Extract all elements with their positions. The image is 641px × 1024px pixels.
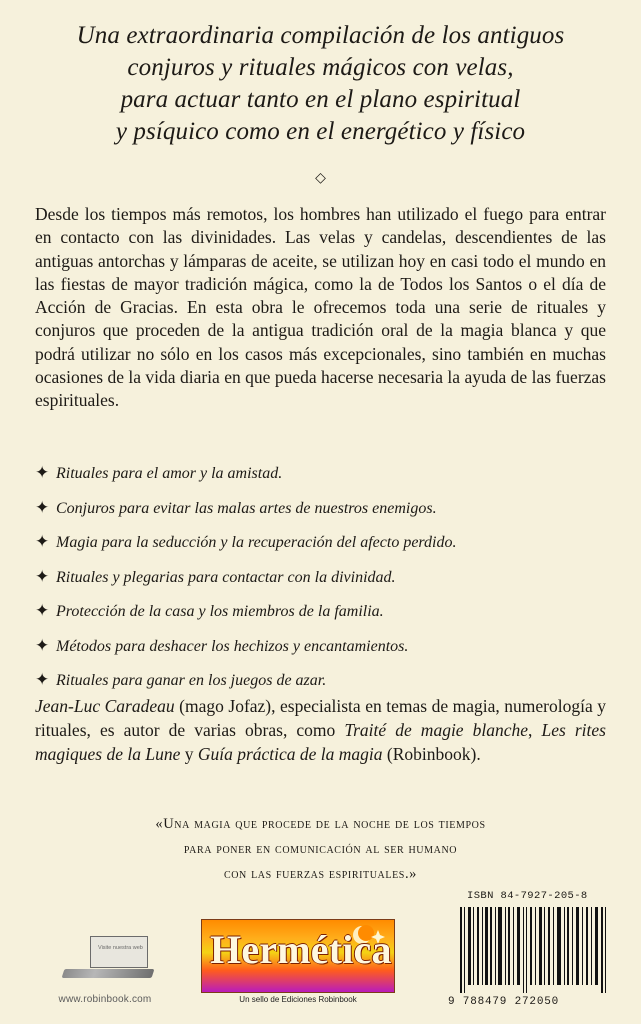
intro-paragraph: Desde los tiempos más remotos, los hombres han utilizado el fuego para entrar en contacto con las divinidades. Las velas y candelas, descendientes de las antiguas antorchas y lámparas de aceite, se utilizan hoy en casi todo el mundo en las fiestas de mayor tradición mágica, como la de Todos los Santos o el día de Acción de Gracias. En esta obra le ofrecemos toda una serie de rituales y conjuros que proceden de la antigua tradición oral de la magia blanca y que podrá utilizar no sólo en los casos más excepcionales, sino también en muchas ocasiones de la vida diaria en que pueda hacerse necesaria la ayuda de las fuerzas espirituales. <box>35 204 606 411</box>
list-item-text: Rituales para ganar en los juegos de azar. <box>56 672 327 689</box>
headline-line: y psíquico como en el energético y físico <box>115 118 526 145</box>
book-title: Guía práctica de la magia <box>197 744 383 764</box>
list-item <box>35 525 606 560</box>
separator: , <box>528 720 542 740</box>
headline-line: Una extraordinaria compilación de los antiguos <box>76 22 565 49</box>
four-point-star-icon: ✦ <box>35 463 50 482</box>
list-item-text: Métodos para deshacer los hechizos y encantamientos. <box>56 637 409 655</box>
list-item <box>35 560 606 595</box>
separator: y <box>180 744 198 764</box>
four-point-star-icon: ✦ <box>35 566 50 586</box>
list-item <box>35 629 606 664</box>
four-point-star-icon: ✦ <box>35 532 50 551</box>
author-name: Jean-Luc Caradeau <box>35 696 175 716</box>
list-item <box>35 456 606 491</box>
publisher: (Robinbook). <box>382 744 481 764</box>
barcode-number: 9 788479 272050 <box>448 996 560 1008</box>
headline <box>32 20 609 148</box>
hermetica-logo <box>201 919 395 993</box>
book-title: Traité de magie blanche <box>344 720 529 740</box>
barcode-icon <box>455 907 615 993</box>
quote-line: «Una magia que procede de la noche de los tiempos <box>155 816 486 832</box>
four-point-star-icon: ✦ <box>35 601 50 620</box>
four-point-star-icon: ✦ <box>35 635 50 655</box>
list-item <box>35 491 606 526</box>
list-item-text: Magia para la seducción y la recuperación del afecto perdido. <box>56 534 457 551</box>
list-item-text: Protección de la casa y los miembros de la familia. <box>56 603 384 620</box>
book-title: Les rites magiques de la Lune <box>35 720 606 764</box>
quote-line: para poner en comunicación al ser humano <box>183 841 458 857</box>
list-item-text: Rituales y plegarias para contactar con la divinidad. <box>56 568 396 586</box>
robinbook-url: www.robinbook.com <box>58 994 152 1005</box>
logo-subtitle: Un sello de Ediciones Robinbook <box>239 995 357 1004</box>
author-bio <box>35 694 606 766</box>
robinbook-web-card <box>90 936 148 968</box>
quote-line: con las fuerzas espirituales.» <box>223 866 418 882</box>
laptop-base-icon <box>62 969 155 978</box>
headline-line: para actuar tanto en el plano espiritual <box>120 86 521 113</box>
list-item <box>35 663 606 698</box>
list-item-text: Rituales para el amor y la amistad. <box>56 465 283 482</box>
feature-list <box>35 456 606 698</box>
four-point-star-icon: ✦ <box>35 670 50 689</box>
four-point-star-icon: ✦ <box>35 497 50 517</box>
headline-line: conjuros y rituales mágicos con velas, <box>127 54 514 81</box>
diamond-divider-icon: ◇ <box>315 171 326 186</box>
pull-quote <box>35 812 606 887</box>
hermetica-wordmark: Hermética <box>210 927 392 972</box>
robinbook-card-text: Visite nuestra web <box>98 945 143 951</box>
list-item-text: Conjuros para evitar las malas artes de nuestros enemigos. <box>56 499 437 517</box>
list-item <box>35 594 606 629</box>
author-description: (mago Jofaz), especialista en temas de magia, numerología y rituales, es autor de varias obras, como <box>35 696 606 740</box>
isbn-label: ISBN 84-7927-205-8 <box>467 890 588 902</box>
